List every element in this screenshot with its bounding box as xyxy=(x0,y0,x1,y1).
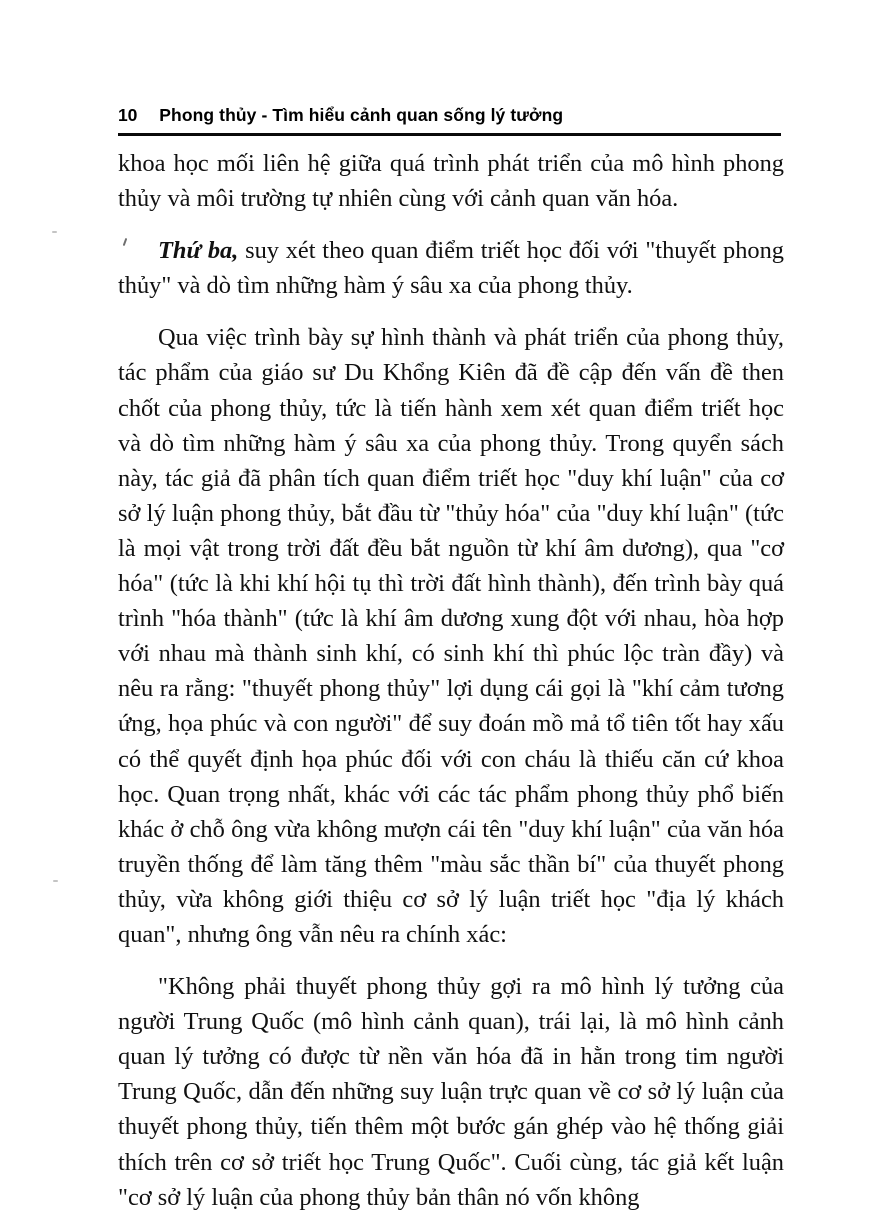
page-number: 10 xyxy=(118,105,138,125)
paragraph-continued-text: khoa học mối liên hệ giữa quá trình phát triển của mô hình phong thủy và môi trường tự nhiên cùng với cảnh quan văn hóa. xyxy=(118,150,784,213)
scan-speckle-lower xyxy=(53,880,58,882)
scan-speckle-upper xyxy=(52,231,57,233)
paragraph-quotation xyxy=(118,969,784,1215)
paragraph-qua-viec-text: Qua việc trình bày sự hình thành và phát triển của phong thủy, tác phẩm của giáo sư Du Khổng Kiên đã đề cập đến vấn đề then chốt của phong thủy, tức là tiến hành xem xét quan điểm triết học và dò tìm những hàm ý sâu xa của phong thủy. Trong quyển sách này, tác giả đã phân tích quan điểm triết học "duy khí luận" của cơ sở lý luận phong thủy, bắt đầu từ "thủy hóa" của "duy khí luận" (tức là mọi vật trong trời đất đều bắt nguồn từ khí âm dương), qua "cơ hóa" (tức là khi khí hội tụ thì trời đất hình thành), đến trình bày quá trình "hóa thành" (tức là khí âm dương xung đột với nhau, hòa hợp với nhau mà thành sinh khí, có sinh khí thì phúc lộc tràn đầy) và nêu ra rằng: "thuyết phong thủy" lợi dụng cái gọi là "khí cảm tương ứng, họa phúc và con người" để suy đoán mồ mả tổ tiên tốt hay xấu có thể quyết định họa phúc đối với con cháu là thiếu căn cứ khoa học. Quan trọng nhất, khác với các tác phẩm phong thủy phổ biến khác ở chỗ ông vừa không mượn cái tên "duy khí luận" của văn hóa truyền thống để làm tăng thêm "màu sắc thần bí" của thuyết phong thủy, vừa không giới thiệu cơ sở lý luận triết học "địa lý khách quan", nhưng ông vẫn nêu ra chính xác: xyxy=(118,324,784,948)
paragraph-thu-ba-text: suy xét theo quan điểm triết học đối với "thuyết phong thủy" và dò tìm những hàm ý sâu xa của phong thủy. xyxy=(118,237,784,300)
paragraph-quotation-text: "Không phải thuyết phong thủy gợi ra mô hình lý tưởng của người Trung Quốc (mô hình cảnh quan), trái lại, là mô hình cảnh quan lý tưởng có được từ nền văn hóa đã in hằn trong tim người Trung Quốc, dẫn đến những suy luận trực quan về cơ sở lý luận của thuyết phong thủy, tiến thêm một bước gán ghép vào hệ thống giải thích trên cơ sở triết học Trung Quốc". Cuối cùng, tác giả kết luận "cơ sở lý luận của phong thủy bản thân nó vốn không xyxy=(118,973,784,1211)
header-divider-rule xyxy=(118,133,781,136)
running-head xyxy=(118,105,783,126)
paragraph-qua-viec xyxy=(118,320,784,952)
page-body-text xyxy=(118,146,784,1215)
paragraph-continued xyxy=(118,146,784,216)
running-head-title: Phong thủy - Tìm hiểu cảnh quan sống lý tưởng xyxy=(159,105,564,125)
paragraph-thu-ba xyxy=(118,233,784,303)
paragraph-lead-emphasis: Thứ ba, xyxy=(158,237,239,265)
